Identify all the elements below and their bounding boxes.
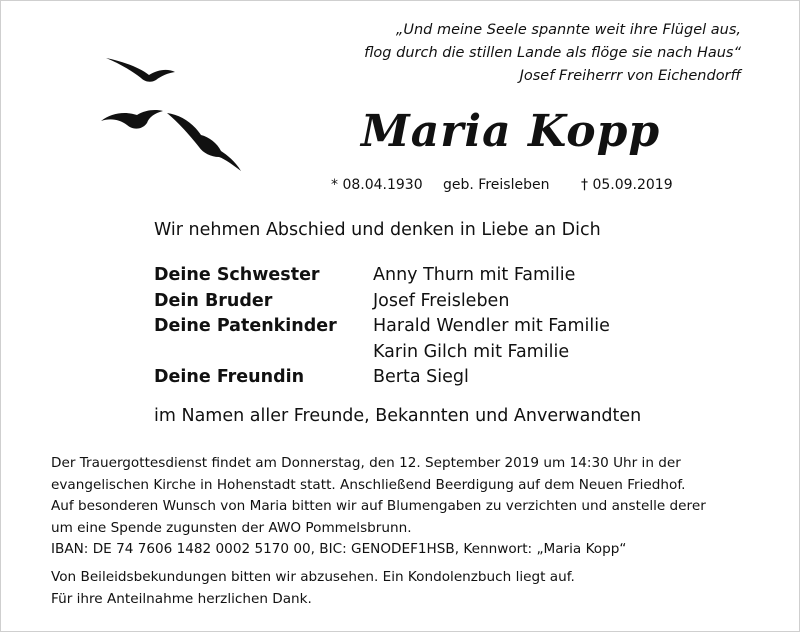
mourner-name: Harald Wendler mit Familie bbox=[373, 316, 610, 336]
service-line: um eine Spende zugunsten der AWO Pommelsbrunn. bbox=[51, 519, 412, 536]
service-line: evangelischen Kirche in Hohenstadt statt. Anschließend Beerdigung auf dem Neuen Friedhof. bbox=[51, 476, 686, 493]
mourner-name: Josef Freisleben bbox=[373, 290, 510, 311]
service-line: Auf besonderen Wunsch von Maria bitten wir auf Blumengaben zu verzichten und anstelle derer bbox=[51, 498, 706, 514]
birth-date: * 08.04.1930 bbox=[331, 177, 423, 193]
donation-account: IBAN: DE 74 7606 1482 0002 5170 00, BIC: GENODEF1HSB, Kennwort: „Maria Kopp“ bbox=[51, 541, 627, 557]
deceased-name: Maria Kopp bbox=[361, 106, 661, 157]
relation-label: Dein Bruder bbox=[154, 290, 273, 311]
relation-label: Deine Freundin bbox=[154, 367, 305, 387]
farewell-line: Wir nehmen Abschied und denken in Liebe an Dich bbox=[154, 220, 601, 240]
bird-icon bbox=[101, 110, 163, 129]
on-behalf-line: im Namen aller Freunde, Bekannten und Anverwandten bbox=[154, 406, 642, 426]
bird-icon bbox=[167, 113, 241, 171]
mourner-name: Anny Thurn mit Familie bbox=[373, 265, 576, 285]
eichendorff-quote bbox=[364, 19, 741, 88]
death-date: † 05.09.2019 bbox=[581, 177, 673, 193]
relation-label: Deine Patenkinder bbox=[154, 316, 337, 336]
relation-label: Deine Schwester bbox=[154, 265, 320, 285]
closing-note bbox=[51, 567, 575, 610]
quote-line-2: flog durch die stillen Lande als flöge sie nach Haus“ bbox=[364, 45, 741, 61]
mourner-name: Berta Siegl bbox=[373, 367, 469, 387]
quote-line-1: „Und meine Seele spannte weit ihre Flügel aus, bbox=[395, 22, 741, 38]
maiden-name: geb. Freisleben bbox=[443, 177, 550, 193]
closing-line: Von Beileidsbekundungen bitten wir abzusehen. Ein Kondolenzbuch liegt auf. bbox=[51, 569, 575, 585]
mourner-name: Karin Gilch mit Familie bbox=[373, 341, 570, 362]
quote-author: Josef Freiherrr von Eichendorff bbox=[519, 68, 741, 84]
service-line: Der Trauergottesdienst findet am Donnerstag, den 12. September 2019 um 14:30 Uhr in der bbox=[51, 455, 681, 471]
closing-line: Für ihre Anteilnahme herzlichen Dank. bbox=[51, 590, 312, 607]
bird-icon bbox=[106, 58, 175, 82]
flying-birds-icon bbox=[101, 53, 266, 178]
service-details bbox=[51, 453, 771, 561]
